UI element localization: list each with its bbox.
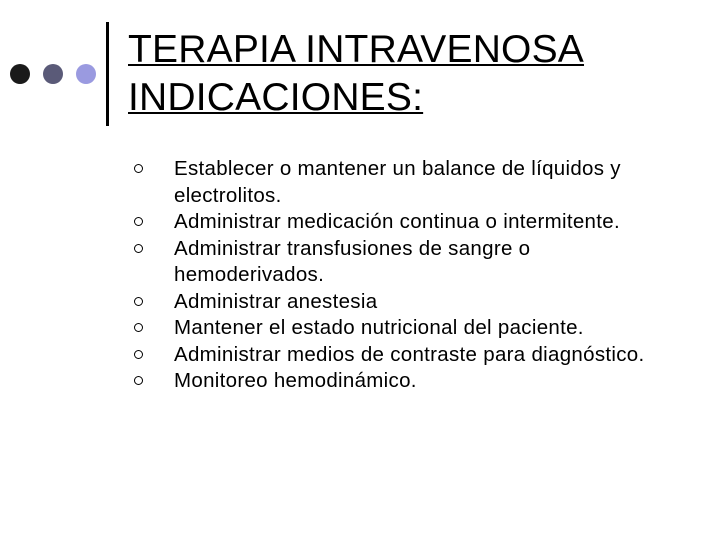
list-item: [130, 209, 670, 236]
list-item: [130, 368, 670, 395]
list-item-text: Administrar transfusiones de sangre o hemoderivados.: [174, 236, 531, 286]
list-item: [130, 342, 670, 369]
list-item-text: Establecer o mantener un balance de líquidos y electrolitos.: [174, 157, 621, 207]
hollow-circle-bullet-icon: [134, 244, 143, 253]
hollow-circle-bullet-icon: [134, 376, 143, 385]
list-item: [130, 236, 670, 289]
dot-medium: [43, 64, 63, 84]
indications-list: [130, 156, 670, 395]
list-item-text: Mantener el estado nutricional del paciente.: [174, 316, 584, 339]
hollow-circle-bullet-icon: [134, 323, 143, 332]
list-item-text: Administrar medios de contraste para diagnóstico.: [174, 342, 645, 366]
hollow-circle-bullet-icon: [134, 217, 143, 226]
decorative-dots-icon: [10, 64, 98, 84]
slide-title: [128, 26, 584, 122]
title-line-1: TERAPIA INTRAVENOSA: [128, 28, 585, 71]
title-line-2: INDICACIONES:: [128, 76, 424, 119]
list-item: [130, 289, 670, 316]
list-item-text: Administrar anestesia: [174, 289, 378, 313]
title-divider: [106, 22, 109, 126]
hollow-circle-bullet-icon: [134, 164, 143, 173]
list-item: [130, 156, 670, 209]
list-item-text: Monitoreo hemodinámico.: [174, 369, 417, 392]
dot-dark: [10, 64, 30, 84]
list-item-text: Administrar medicación continua o intermitente.: [174, 210, 620, 233]
hollow-circle-bullet-icon: [134, 350, 143, 359]
dot-light: [76, 64, 96, 84]
list-item: [130, 315, 670, 342]
hollow-circle-bullet-icon: [134, 297, 143, 306]
